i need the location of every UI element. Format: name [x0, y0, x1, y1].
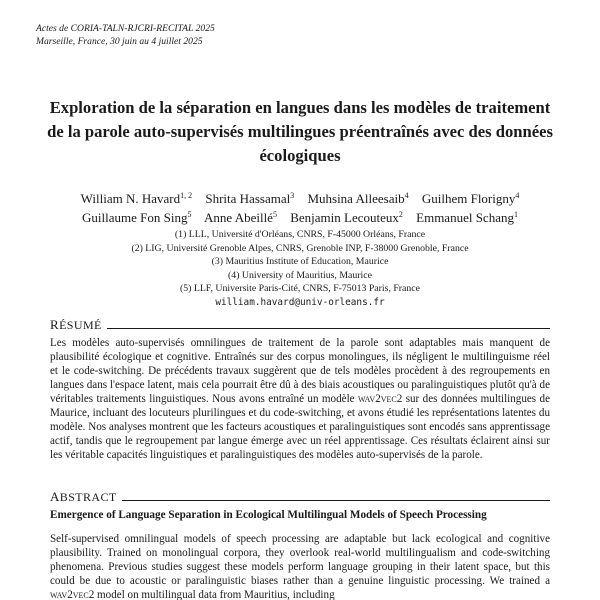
resume-heading-rest: ÉSUMÉ [59, 318, 102, 332]
abstract-heading-cap: A [50, 489, 60, 504]
venue-line-2: Marseille, France, 30 juin au 4 juillet 2025 [36, 36, 203, 47]
author: Shrita Hassamal$^3$ [205, 191, 295, 206]
affiliation: (1) LLL, Université d'Orléans, CNRS, F-45000 Orléans, France [174, 229, 426, 240]
model-name: wav2vec2 [50, 589, 95, 600]
author: William N. Havard$^{1, 2}$ [80, 191, 193, 206]
resume-heading [50, 318, 550, 332]
author: Anne Abeillé$^5$ [204, 210, 277, 225]
resume-text: Les modèles auto-supervisés omnilingues de traitement de la parole sont adaptables mais manquent de plausibilité écologique et cognitive. Entraînés sur des corpus monolingues, ils négligent le multilinguisme réel et le code-switching. De précédents travaux suggèrent que de tels modèles procèdent à des regroupements en langues dans l'espace latent, mais cela pourrait être dû à des biais acoustiques ou paralinguistiques plutôt qu'à de véritables traitements linguistiques. Nous avons entraîné un modèle wav2vec2 sur des données multilingues de Maurice, incluant des locuteurs plurilingues et du code-switching, et avons étudié les représentations latentes du modèle. Nos analyses montrent que les facteurs acoustiques et paralinguistiques sont encodés sans apprentissage actif, tandis que le regroupement par langue émerge avec un réel apprentissage. Ces résultats éclairent ainsi sur les véritable capacités linguistiques et paralinguistiques des modèles auto-supervisés de la parole. [50, 337, 550, 461]
heading-rule [122, 500, 550, 501]
paper-title: Exploration de la séparation en langues dans les modèles de traitement de la parole auto-supervisés multilingues préentraînés avec des données écologiques [47, 98, 553, 165]
affiliation: (4) University of Mauritius, Maurice [228, 269, 372, 281]
author: Guilhem Florigny$^4$ [421, 191, 520, 206]
heading-rule [107, 328, 550, 329]
affiliation: (5) LLF, Universite Paris-Cité, CNRS, F-75013 Paris, France [179, 283, 421, 294]
abstract-heading-rest: BSTRACT [59, 490, 117, 504]
author-list [20, 189, 580, 227]
contact-email[interactable]: william.havard@univ-orleans.fr [215, 296, 385, 308]
affiliation-list [40, 228, 560, 309]
english-title: Emergence of Language Separation in Ecological Multilingual Models of Speech Processing [50, 509, 487, 521]
author: Benjamin Lecouteux$^2$ [290, 210, 403, 225]
abstract-text: Self-supervised omnilingual models of speech processing are adaptable but lack ecological and cognitive plausibility. Trained on monolingual corpora, they overlook real-world multilingualism and code-switching phenomena. Previous studies suggest these models perform language grouping in their latent space, but this could be due to acoustic or paralinguistic biases rather than a genuine linguistic processing. We trained a wav2vec2 model on multilingual data from Mauritius, including [50, 533, 550, 600]
abstract-heading [50, 490, 550, 504]
author: Emmanuel Schang$^1$ [416, 210, 518, 225]
model-name: wav2vec2 [358, 393, 403, 405]
affiliation: (2) LIG, Université Grenoble Alpes, CNRS, Grenoble INP, F-38000 Grenoble, France [131, 242, 469, 254]
author: Guillaume Fon Sing$^5$ [82, 210, 192, 225]
author: Muhsina Alleesaib$^4$ [307, 191, 409, 206]
venue-header [36, 22, 215, 48]
affiliation: (3) Mauritius Institute of Education, Maurice [211, 256, 389, 267]
venue-line-1: Actes de CORIA-TALN-RJCRI-RECITAL 2025 [36, 23, 215, 34]
resume-heading-cap: R [50, 317, 60, 332]
